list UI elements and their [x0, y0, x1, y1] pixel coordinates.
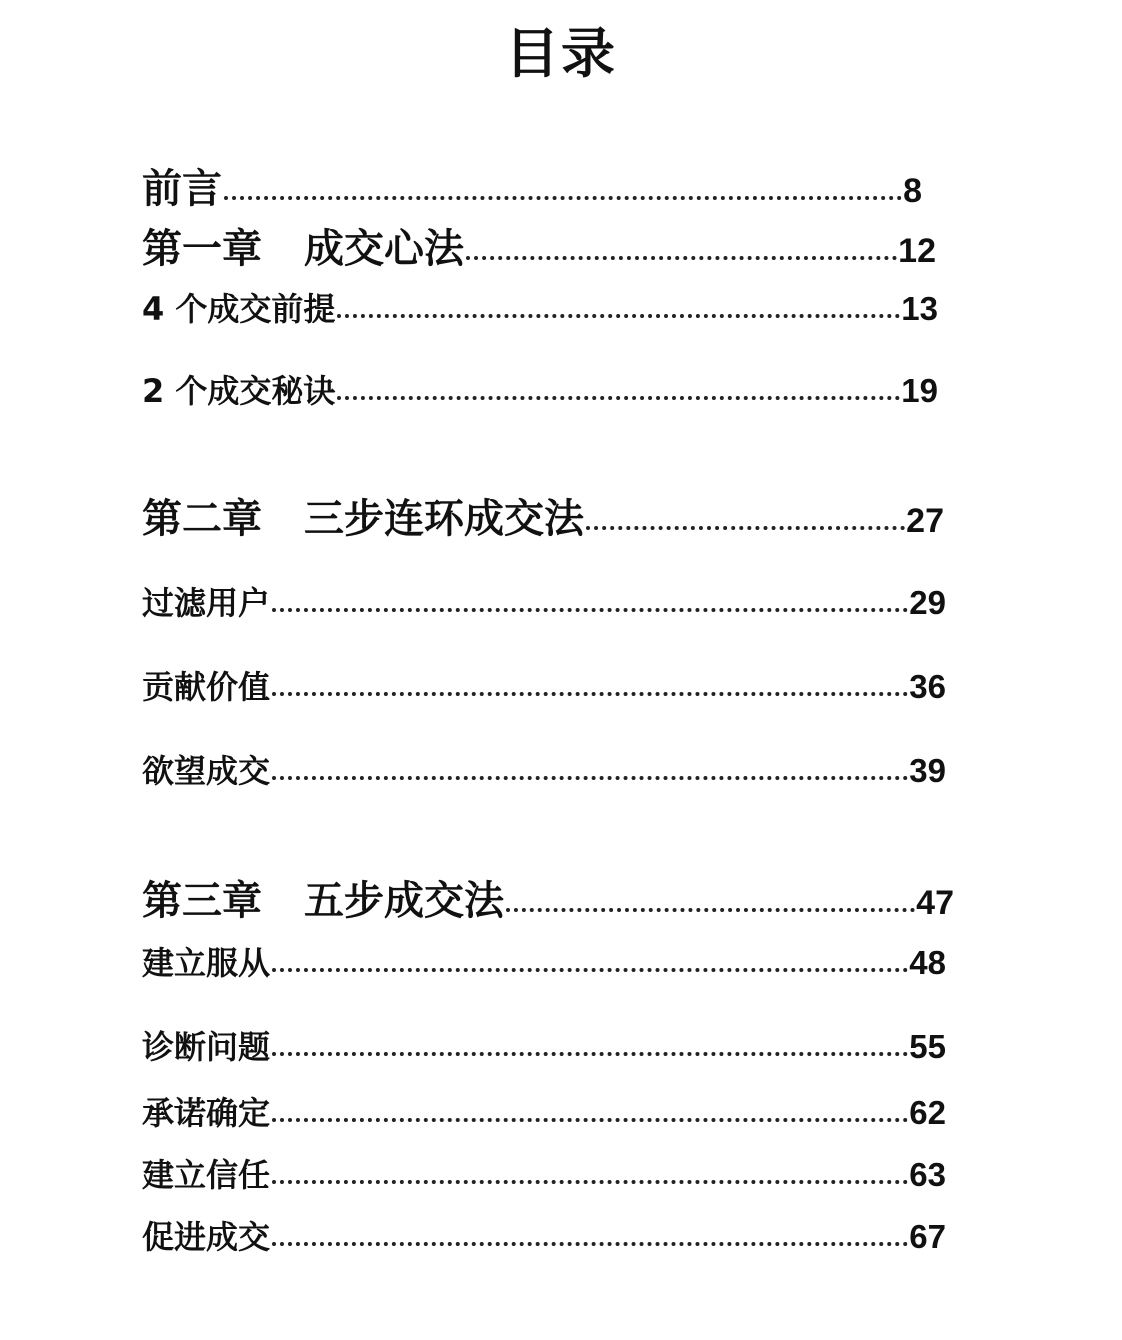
chapter-title: 五步成交法	[304, 877, 504, 924]
toc-page-number: 8	[903, 172, 922, 210]
dot-leader	[586, 526, 905, 530]
toc-page-number: 55	[909, 1028, 946, 1065]
chapter-title: 成交心法	[304, 225, 464, 272]
dot-leader	[506, 908, 915, 912]
toc-entry-label: 欲望成交	[142, 752, 271, 790]
toc-page-number: 19	[901, 372, 938, 409]
toc-page-number: 27	[906, 502, 944, 540]
chapter-number: 第二章	[142, 495, 262, 542]
toc-page-number: 12	[898, 232, 936, 270]
toc-entry-label: 4 个成交前提	[142, 290, 336, 328]
dot-leader	[466, 256, 897, 260]
toc-entry-section[interactable]	[142, 664, 946, 710]
toc-entry-chapter-1[interactable]	[142, 222, 936, 278]
toc-entry-section[interactable]	[142, 940, 946, 986]
toc-page-number: 13	[901, 290, 938, 327]
dot-leader	[272, 1180, 908, 1184]
toc-entry-label: 承诺确定	[142, 1094, 271, 1132]
toc-entry-label: 过滤用户	[142, 584, 271, 622]
toc-page-number: 48	[909, 944, 946, 981]
dot-leader	[272, 1242, 908, 1246]
toc-page-number: 62	[909, 1094, 946, 1131]
toc-entry-label: 2 个成交秘诀	[142, 372, 336, 410]
dot-leader	[224, 196, 902, 200]
dot-leader	[272, 1118, 908, 1122]
toc-entry-label: 建立信任	[142, 1156, 271, 1194]
toc-entry-section[interactable]	[142, 748, 946, 794]
toc-page-number: 63	[909, 1156, 946, 1193]
dot-leader	[337, 314, 900, 318]
dot-leader	[272, 1052, 908, 1056]
dot-leader	[337, 396, 900, 400]
page-title: 目录	[505, 22, 617, 85]
toc-entry-chapter-2[interactable]	[142, 492, 944, 548]
toc-page-number: 36	[909, 668, 946, 705]
toc-entry-chapter-3[interactable]	[142, 874, 954, 930]
dot-leader	[272, 776, 908, 780]
toc-page-number: 47	[916, 884, 954, 922]
toc-entry-section[interactable]	[142, 1214, 946, 1260]
toc-page-number: 29	[909, 584, 946, 621]
toc-entry-label: 建立服从	[142, 944, 271, 982]
toc-entry-section[interactable]	[142, 1152, 946, 1198]
toc-entry-label: 促进成交	[142, 1218, 271, 1256]
toc-entry-section[interactable]	[142, 1090, 946, 1136]
toc-entry-section[interactable]	[142, 1024, 946, 1070]
toc-entry-section[interactable]	[142, 368, 938, 414]
toc-page-number: 39	[909, 752, 946, 789]
toc-entry-label: 贡献价值	[142, 668, 271, 706]
toc-entry-preface[interactable]	[142, 162, 922, 218]
dot-leader	[272, 968, 908, 972]
chapter-number: 第一章	[142, 225, 262, 272]
toc-entry-section[interactable]	[142, 286, 938, 332]
dot-leader	[272, 608, 908, 612]
toc-entry-label: 诊断问题	[142, 1028, 271, 1066]
chapter-title: 三步连环成交法	[304, 495, 584, 542]
toc-entry-section[interactable]	[142, 580, 946, 626]
toc-entry-label: 前言	[142, 165, 222, 212]
chapter-number: 第三章	[142, 877, 262, 924]
dot-leader	[272, 692, 908, 696]
toc-page-number: 67	[909, 1218, 946, 1255]
